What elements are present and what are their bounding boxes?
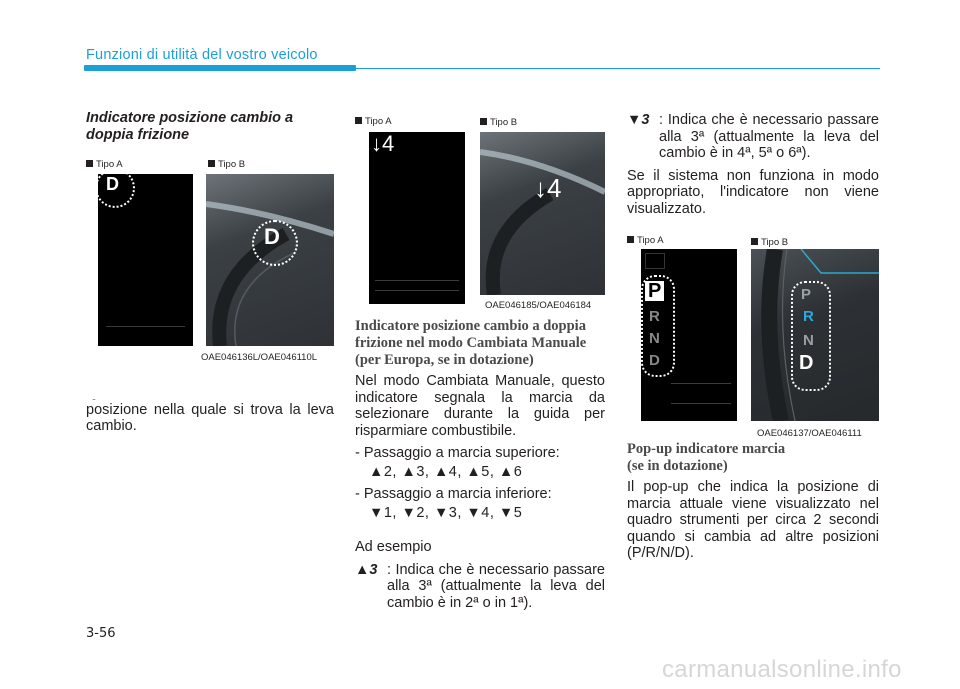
upshift-symbol: ▲3: [355, 561, 378, 578]
figure-code: OAE046137/OAE046111: [757, 428, 862, 439]
figure-manual-shift: [355, 112, 605, 312]
section-heading-dct-indicator: Indicatore posizione cambio a doppia frizione: [86, 110, 294, 143]
downshift-symbol: ▼3: [627, 112, 650, 128]
cluster-b-arcs: [480, 132, 605, 295]
watermark: carmanualsonline.info: [662, 656, 902, 683]
gear-downshift-indicator-b: ↓4: [534, 173, 562, 203]
figure-label-a: Tipo A: [355, 114, 392, 131]
section-heading-manual-shift: Indicatore posizione cambio a doppia frizione nel modo Cambiata Manuale (per Europa, se in dotazione): [355, 318, 587, 368]
gear-n-b: N: [803, 332, 814, 349]
gear-r: R: [649, 308, 660, 325]
header-accent-bar: [84, 65, 356, 71]
cluster-type-a: [98, 174, 193, 346]
figure-gear-popup: [627, 233, 879, 439]
figure-label-a: Tipo A: [627, 233, 664, 250]
figure-code: OAE046185/OAE046184: [485, 300, 592, 311]
gear-d-b: D: [799, 352, 814, 374]
body-text: Il pop-up che indica la posizione di marcia attuale viene visualizzato nel quadro strumenti per circa 2 secondi quando si cambia ad altre posizioni (P/R/N/D).: [627, 479, 879, 561]
column-3: [627, 112, 879, 562]
figure-label-b: Tipo B: [480, 115, 517, 132]
body-text: posizione nella quale si trova la leva cambio.: [86, 401, 334, 434]
figure-label-b: Tipo B: [208, 157, 245, 174]
column-2: [355, 112, 605, 611]
figure-code: OAE046136L/OAE046110L: [201, 352, 318, 363]
figure-label-a: Tipo A: [86, 157, 123, 174]
page-number: 3-56: [86, 626, 116, 641]
cluster-type-a: [369, 132, 465, 304]
cluster-type-b: [480, 132, 605, 295]
list-item-downshift: - Passaggio a marcia inferiore: ▼1, ▼2, ▼3, ▼4, ▼5: [355, 486, 605, 521]
example-label: Ad esempio: [355, 539, 432, 555]
cluster-type-a: [641, 249, 737, 421]
gear-downshift-indicator-a: ↓4: [371, 131, 395, 156]
list-item-upshift: - Passaggio a marcia superiore: ▲2, ▲3, ▲4, ▲5, ▲6: [355, 445, 605, 480]
gear-indicator-d: D: [106, 174, 119, 194]
gear-d: D: [649, 352, 660, 369]
gear-n: N: [649, 330, 660, 347]
cluster-type-b: [751, 249, 879, 421]
note-text: Se il sistema non funziona in modo appropriato, l'indicatore non viene visualizzato.: [627, 167, 879, 217]
cluster-type-b: [206, 174, 334, 346]
page-header-title: Funzioni di utilità del vostro veicolo: [86, 47, 318, 63]
gear-p-b: P: [801, 286, 812, 303]
figure-dct-indicator: [86, 154, 334, 399]
column-1: [86, 110, 334, 435]
figure-label-b: Tipo B: [751, 235, 788, 252]
body-text: Nel modo Cambiata Manuale, questo indicatore segnala la marcia da selezionare durante la guida per risparmiare combustibile.: [355, 373, 605, 439]
section-heading-popup: Pop-up indicatore marcia (se in dotazione): [627, 441, 786, 474]
upshift-values: ▲2, ▲3, ▲4, ▲5, ▲6: [369, 463, 523, 480]
gear-r-b: R: [803, 308, 814, 325]
downshift-values: ▼1, ▼2, ▼3, ▼4, ▼5: [369, 504, 523, 521]
example-downshift: ▼3 : Indica che è necessario passare alla 3ª (attualmente la leva del cambio è in 4ª, 5ª o 6ª).: [627, 112, 879, 161]
gear-p: P: [645, 281, 664, 301]
gear-indicator-d-b: D: [264, 224, 280, 249]
example-upshift: ▲3 : Indica che è necessario passare alla 3ª (attualmente la leva del cambio è in 2ª o in 1ª).: [355, 561, 605, 611]
header-rule: [356, 68, 880, 69]
